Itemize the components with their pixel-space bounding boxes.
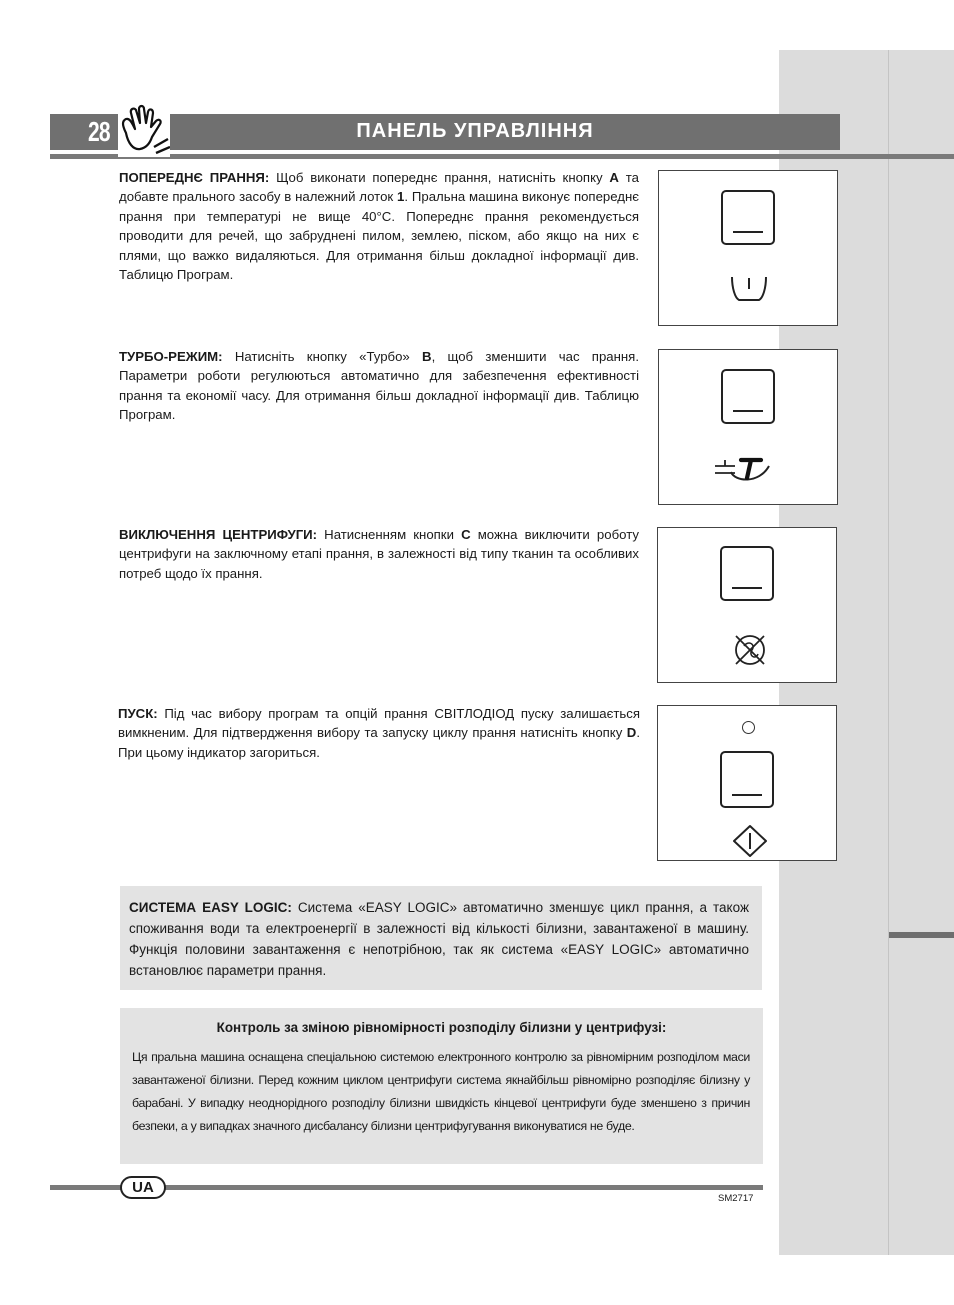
- document-code: SM2717: [718, 1193, 754, 1204]
- prewash-description: ПОПЕРЕДНЄ ПРАННЯ: Щоб виконати попереднє прання, натисніть кнопку A та добавте прального засобу в належний лоток 1. Пральна машина виконує попереднє прання при температурі не вище 40°С. Попереднє прання рекомендується проводити для речей, що забруднені пилом, землею, піском, або якщо на них є плями, що важко видаляються. Для отримання більш докладної інформації див. Таблицю Програм.: [119, 170, 640, 283]
- prewash-icon: [729, 274, 769, 304]
- language-badge: UA: [120, 1176, 166, 1199]
- start-led-indicator: [742, 721, 755, 734]
- page-title: ПАНЕЛЬ УПРАВЛІННЯ: [356, 120, 594, 142]
- start-description: ПУСК: Під час вибору програм та опцій прання СВІТЛОДІОД пуску залишається вимкненим. Для підтвердження вибору та запуску циклу прання натисніть кнопку D. При цьому індикатор загориться.: [118, 706, 640, 760]
- balance-control-title: Контроль за зміною рівномірності розподілу білизни у центрифузі:: [216, 1020, 667, 1035]
- prewash-panel: [658, 170, 838, 326]
- no-spin-heading: ВИКЛЮЧЕННЯ ЦЕНТРИФУГИ:: [119, 527, 318, 542]
- no-spin-description: ВИКЛЮЧЕННЯ ЦЕНТРИФУГИ: Натисненням кнопки C можна виключити роботу центрифуги на заключному етапі прання, в залежності від типу тканин та особливих потреб щодо їх прання.: [119, 527, 639, 581]
- turbo-button[interactable]: [721, 369, 775, 424]
- no-spin-button[interactable]: [720, 546, 774, 601]
- side-divider: [888, 50, 889, 1255]
- header-underline: [50, 154, 954, 159]
- balance-control-text: Ця пральна машина оснащена спеціальною системою електронного контролю за рівномірним розподілом маси завантаженої білизни. Перед кожним циклом центрифуги система якнайбільш рівномірно розподіляє білизну у барабані. У випадку неоднорідного розподілу білизни швидкість кінцевої центрифуги буде зменшено з причин безпеки, а у випадках значного дисбалансу білизни центрифугування виконуватися не буде.: [132, 1050, 750, 1133]
- page-number: 28: [88, 116, 110, 147]
- start-panel: [657, 705, 837, 861]
- prewash-button[interactable]: [721, 190, 775, 245]
- turbo-description: ТУРБО-РЕЖИМ: Натисніть кнопку «Турбо» B, щоб зменшити час прання. Параметри роботи регулюються автоматично для забезпечення ефективності прання та економії часу. Для отримання більш докладної інформації див. Таблицю Програм.: [119, 349, 639, 423]
- side-tab-marker: [889, 932, 954, 938]
- hand-icon: [118, 103, 170, 157]
- easy-logic-heading: СИСТЕМА EASY LOGIC:: [129, 900, 292, 915]
- prewash-heading: ПОПЕРЕДНЄ ПРАННЯ:: [119, 170, 270, 185]
- turbo-icon: [713, 454, 775, 486]
- turbo-heading: ТУРБО-РЕЖИМ:: [119, 349, 223, 364]
- start-icon: [732, 824, 768, 858]
- turbo-panel: [658, 349, 838, 505]
- start-heading: ПУСК:: [118, 706, 158, 721]
- no-spin-icon: [730, 632, 770, 668]
- no-spin-panel: [657, 527, 837, 683]
- start-button[interactable]: [720, 751, 774, 808]
- easy-logic-text: СИСТЕМА EASY LOGIC: Система «EASY LOGIC» автоматично зменшує цикл прання, а також споживання води та електроенергії в залежності від кількості білизни, завантаженої в машину. Функція половини завантаження є непотрібною, так як система «EASY LOGIC» автоматично встановлює параметри прання.: [129, 900, 749, 978]
